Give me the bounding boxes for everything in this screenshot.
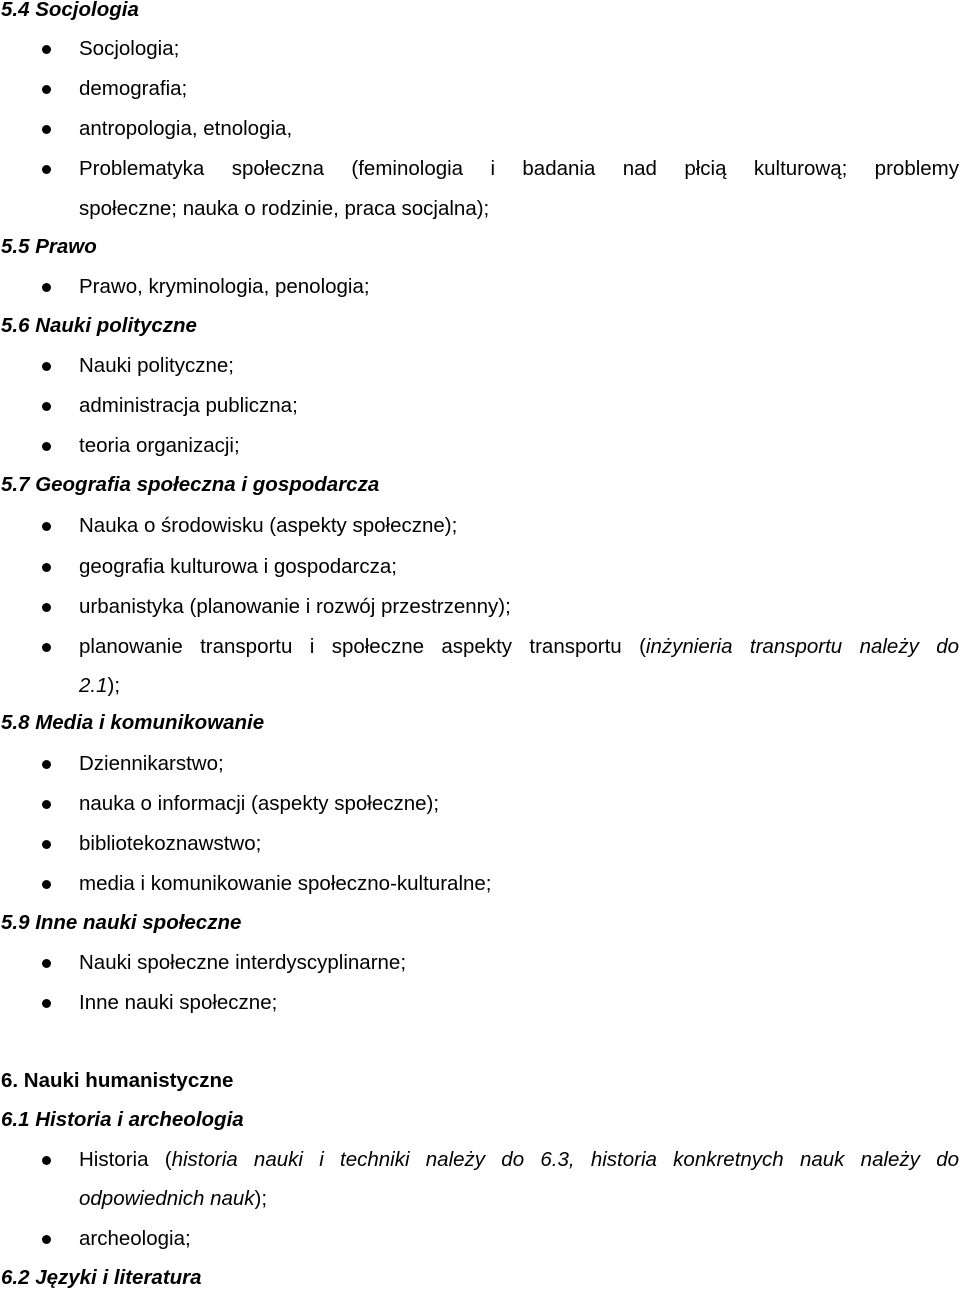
bullet-icon (42, 1235, 51, 1244)
bullet-icon (42, 165, 51, 174)
heading-5-6: 5.6 Nauki polityczne (1, 314, 197, 337)
bullet-icon (42, 840, 51, 849)
bullet-icon (42, 283, 51, 292)
bullet-icon (42, 603, 51, 612)
heading-6-1: 6.1 Historia i archeologia (1, 1108, 244, 1131)
bullet-icon (42, 1156, 51, 1165)
bullet-icon (42, 362, 51, 371)
bullet-icon (42, 45, 51, 54)
bullet-icon (42, 959, 51, 968)
heading-6: 6. Nauki humanistyczne (1, 1069, 234, 1092)
bullet-icon (42, 760, 51, 769)
heading-5-9: 5.9 Inne nauki społeczne (1, 911, 242, 934)
heading-6-2: 6.2 Języki i literatura (1, 1266, 202, 1289)
bullet-icon (42, 563, 51, 572)
heading-5-4: 5.4 Socjologia (1, 0, 139, 21)
heading-5-5: 5.5 Prawo (1, 235, 97, 258)
bullet-icon (42, 85, 51, 94)
bullet-icon (42, 402, 51, 411)
bullet-icon (42, 125, 51, 134)
bullet-icon (42, 643, 51, 652)
bullet-icon (42, 880, 51, 889)
heading-5-7: 5.7 Geografia społeczna i gospodarcza (1, 473, 380, 496)
bullet-icon (42, 442, 51, 451)
bullet-icon (42, 522, 51, 531)
bullet-icon (42, 999, 51, 1008)
heading-5-8: 5.8 Media i komunikowanie (1, 711, 265, 734)
bullet-icon (42, 800, 51, 809)
